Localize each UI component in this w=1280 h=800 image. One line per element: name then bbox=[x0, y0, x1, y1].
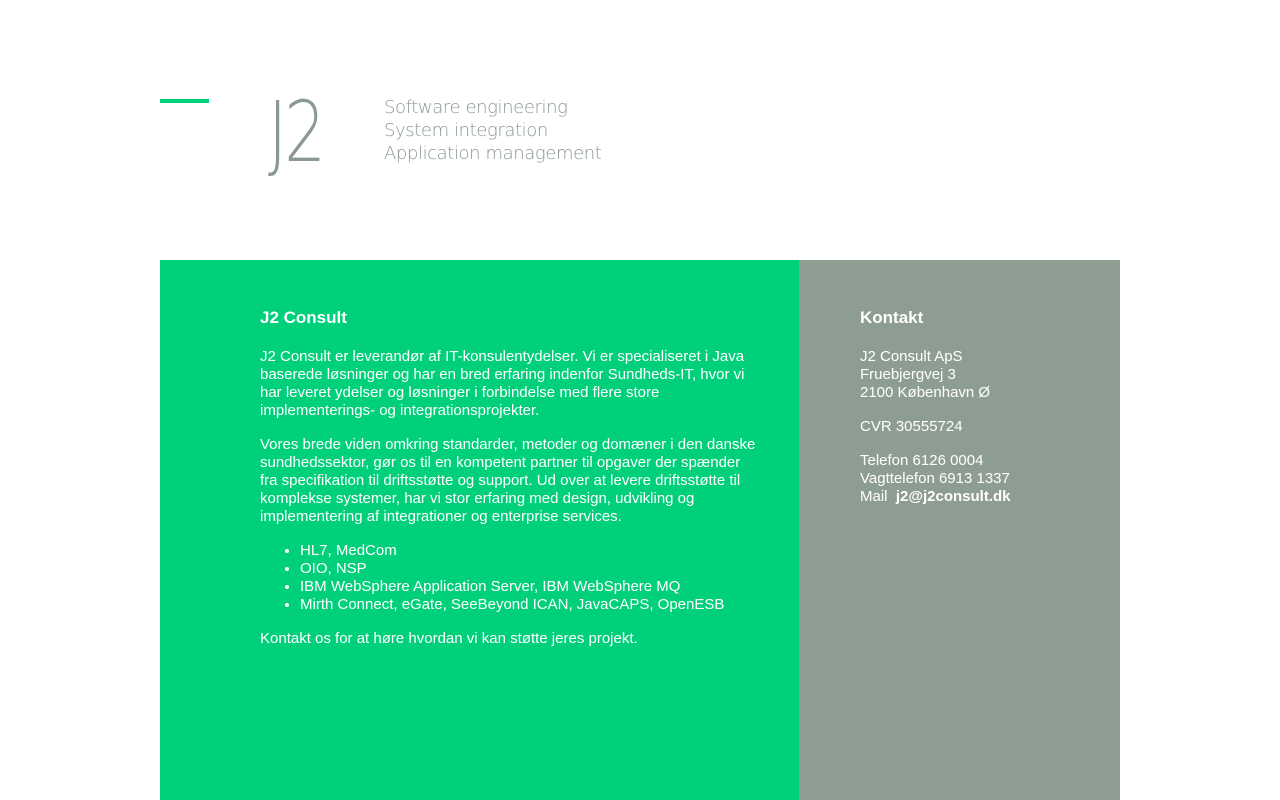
knowledge-paragraph: Vores brede viden omkring standarder, metoder og domæner i den danske sundhedssektor, gør os til en kompetent partner til opgaver der spænder fra specifikation til driftsstøtte og support. Ud over at levere driftsstøtte til komplekse systemer, har vi stor erfaring med design, udvikling og implementering af integrationer og enterprise services. bbox=[260, 436, 756, 525]
intro-paragraph: J2 Consult er leverandør af IT-konsulentydelser. Vi er specialiseret i Java baserede løsninger og har en bred erfaring indenfor Sundheds-IT, hvor vi har leveret ydelser og løsninger i forbindelse med flere store implementerings- og integrationsprojekter. bbox=[260, 348, 745, 419]
main-title: J2 Consult bbox=[260, 308, 347, 327]
contact-title: Kontakt bbox=[860, 308, 924, 327]
contact-section bbox=[799, 260, 1120, 800]
cvr-block bbox=[860, 418, 1110, 436]
list-item: • HL7, MedCom bbox=[300, 542, 760, 560]
company-name: J2 Consult ApS bbox=[860, 348, 963, 365]
list-item: • OIO, NSP bbox=[300, 560, 760, 578]
phone-number: Telefon 6126 0004 bbox=[860, 452, 984, 469]
tagline-line: Application management bbox=[384, 143, 602, 164]
competence-list bbox=[260, 542, 760, 614]
closing-paragraph: Kontakt os for at høre hvordan vi kan støtte jeres projekt. bbox=[260, 630, 638, 647]
tagline-line: Software engineering bbox=[384, 97, 568, 118]
contact-content bbox=[860, 308, 1110, 522]
tagline bbox=[384, 96, 601, 165]
address-block bbox=[860, 348, 1110, 402]
list-item: • Mirth Connect, eGate, SeeBeyond ICAN, JavaCAPS, OpenESB bbox=[300, 596, 760, 614]
cvr-number: CVR 30555724 bbox=[860, 418, 963, 435]
header bbox=[0, 0, 1280, 260]
main-section bbox=[160, 260, 799, 800]
city-address: 2100 København Ø bbox=[860, 384, 991, 401]
phone-block bbox=[860, 452, 1110, 506]
mail-label: Mail bbox=[860, 488, 888, 505]
main-content bbox=[260, 308, 760, 664]
list-item: • IBM WebSphere Application Server, IBM WebSphere MQ bbox=[300, 578, 760, 596]
mail-link[interactable]: j2@j2consult.dk bbox=[895, 488, 1011, 505]
tagline-line: System integration bbox=[384, 120, 548, 141]
logo[interactable]: J2 bbox=[268, 83, 323, 181]
duty-phone-number: Vagttelefon 6913 1337 bbox=[860, 470, 1010, 487]
accent-line bbox=[160, 99, 209, 103]
street-address: Fruebjergvej 3 bbox=[860, 366, 956, 383]
mail-row bbox=[860, 488, 1110, 506]
